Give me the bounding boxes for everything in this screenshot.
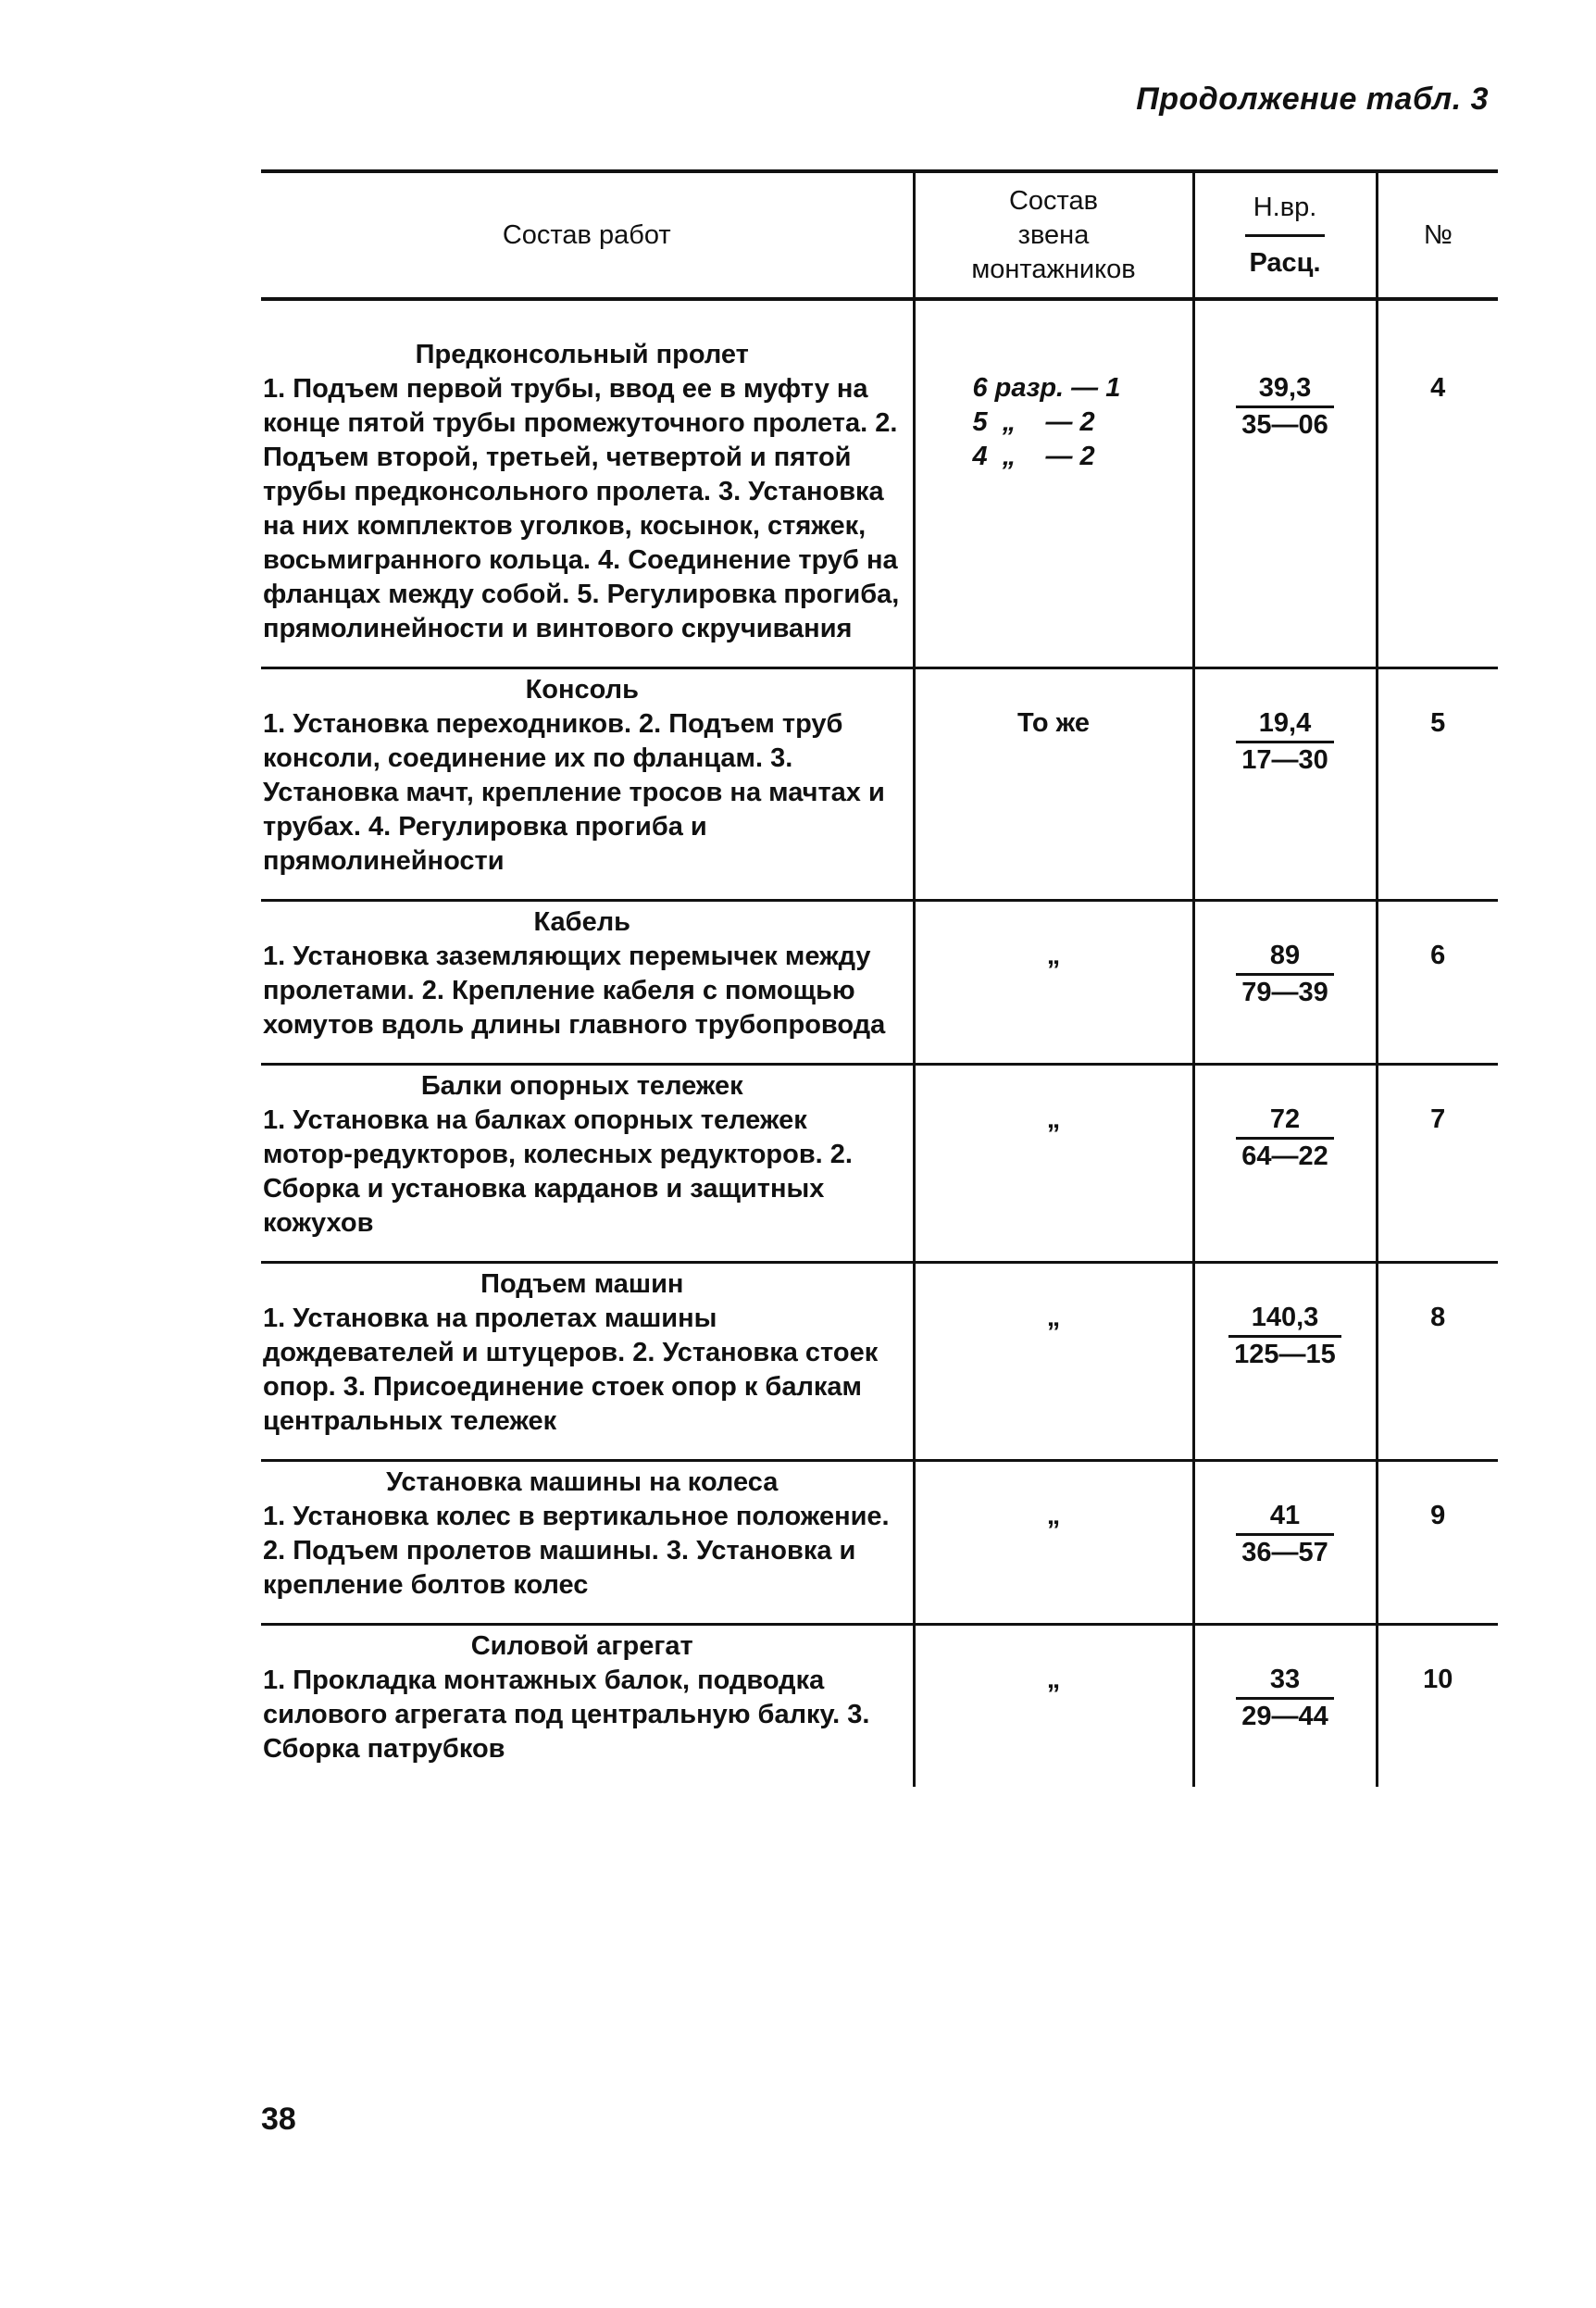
norm-rate: 29—44 bbox=[1236, 1697, 1334, 1734]
table-body bbox=[261, 299, 1498, 1787]
header-norm-fraction bbox=[1245, 191, 1324, 281]
page-number: 38 bbox=[261, 2102, 296, 2137]
table-row bbox=[261, 1625, 1498, 1788]
header-crew-line: Состав bbox=[1008, 185, 1099, 216]
norm-time: 89 bbox=[1269, 941, 1301, 970]
crew-line: То же bbox=[1017, 708, 1090, 738]
norm-time: 41 bbox=[1269, 1501, 1301, 1530]
item-number-cell: 6 bbox=[1377, 901, 1498, 1065]
item-number-cell: 10 bbox=[1377, 1625, 1498, 1788]
norm-fraction bbox=[1236, 1663, 1334, 1734]
crew-line: 5 „ — 2 bbox=[972, 407, 1095, 437]
norm-rate: 79—39 bbox=[1236, 973, 1334, 1010]
section-body: 1. Прокладка монтажных балок, подводка силового агрегата под центральную балку. 3. Сборка патрубков bbox=[263, 1666, 870, 1764]
table-row bbox=[261, 299, 1498, 668]
norm-fraction bbox=[1236, 1103, 1334, 1174]
item-number-cell: 9 bbox=[1377, 1461, 1498, 1625]
item-number-cell: 4 bbox=[1377, 299, 1498, 668]
crew-cell bbox=[914, 901, 1193, 1065]
section-title: Установка машины на колеса bbox=[386, 1467, 779, 1497]
section-body: 1. Установка колес в вертикальное положение. 2. Подъем пролетов машины. 3. Установка и крепление болтов колес bbox=[263, 1502, 890, 1600]
norm-cell bbox=[1193, 1065, 1377, 1263]
section-body: 1. Установка заземляющих перемычек между пролетами. 2. Крепление кабеля с помощью хомутов вдоль длины главного трубопровода bbox=[263, 942, 886, 1040]
table-row bbox=[261, 668, 1498, 901]
table-row bbox=[261, 1461, 1498, 1625]
section-title: Балки опорных тележек bbox=[420, 1071, 743, 1101]
norm-cell bbox=[1193, 668, 1377, 901]
norm-rate: 35—06 bbox=[1236, 405, 1334, 443]
crew-cell bbox=[914, 1065, 1193, 1263]
crew-cell bbox=[914, 668, 1193, 901]
section-title: Консоль bbox=[525, 675, 639, 705]
work-description-cell bbox=[261, 1625, 914, 1788]
header-crew bbox=[914, 171, 1193, 299]
header-norm bbox=[1193, 171, 1377, 299]
section-title: Подъем машин bbox=[480, 1269, 684, 1299]
norm-rate: 17—30 bbox=[1236, 741, 1334, 778]
crew-cell bbox=[914, 1263, 1193, 1461]
crew-cell bbox=[914, 1461, 1193, 1625]
work-description-cell bbox=[261, 299, 914, 668]
header-crew-line: монтажников bbox=[971, 254, 1136, 284]
norm-rate: 36—57 bbox=[1236, 1533, 1334, 1570]
crew-cell bbox=[914, 1625, 1193, 1788]
header-number: № bbox=[1377, 171, 1498, 299]
norm-fraction bbox=[1236, 1499, 1334, 1570]
header-norm-time: Н.вр. bbox=[1253, 192, 1317, 222]
norm-time: 33 bbox=[1269, 1665, 1301, 1694]
header-work: Состав работ bbox=[502, 219, 671, 250]
norm-cell bbox=[1193, 1625, 1377, 1788]
work-description-cell bbox=[261, 1461, 914, 1625]
section-body: 1. Установка переходников. 2. Подъем труб консоли, соединение их по фланцам. 3. Установка мачт, крепление тросов на мачтах и трубах. 4. Регулировка прогиба и прямолинейности bbox=[263, 709, 885, 876]
crew-line: „ bbox=[1046, 941, 1061, 970]
norm-cell bbox=[1193, 1461, 1377, 1625]
norm-cell bbox=[1193, 901, 1377, 1065]
norm-time: 39,3 bbox=[1258, 373, 1312, 403]
section-body: 1. Подъем первой трубы, ввод ее в муфту на конце пятой трубы промежуточного пролета. 2. Подъем второй, третьей, четвертой и пятой трубы предконсольного пролета. 3. Установка на них комплектов уголков, косынок, стяжек, восьмигранного кольца. 4. Соединение труб на фланцах между собой. 5. Регулировка прогиба, прямолинейности и винтового скручивания bbox=[263, 374, 900, 643]
crew-line: „ bbox=[1046, 1501, 1061, 1530]
norm-fraction bbox=[1236, 939, 1334, 1010]
header-norm-rate: Расц. bbox=[1245, 234, 1324, 281]
crew-line: 6 разр. — 1 bbox=[972, 373, 1121, 403]
item-number-cell: 8 bbox=[1377, 1263, 1498, 1461]
table-caption: Продолжение табл. 3 bbox=[1136, 81, 1489, 117]
item-number-cell: 5 bbox=[1377, 668, 1498, 901]
table-row bbox=[261, 1263, 1498, 1461]
norm-cell bbox=[1193, 1263, 1377, 1461]
item-number-cell: 7 bbox=[1377, 1065, 1498, 1263]
section-title: Силовой агрегат bbox=[470, 1631, 693, 1661]
norm-rate: 64—22 bbox=[1236, 1137, 1334, 1174]
section-title: Кабель bbox=[533, 907, 630, 937]
section-body: 1. Установка на балках опорных тележек мотор-редукторов, колесных редукторов. 2. Сборка и установка карданов и защитных кожухов bbox=[263, 1105, 853, 1238]
work-description-cell bbox=[261, 901, 914, 1065]
section-title: Предконсольный пролет bbox=[415, 340, 749, 369]
norm-rate: 125—15 bbox=[1228, 1335, 1341, 1372]
work-description-cell bbox=[261, 1065, 914, 1263]
work-description-cell bbox=[261, 668, 914, 901]
norm-time: 19,4 bbox=[1258, 708, 1312, 738]
crew-line: „ bbox=[1046, 1303, 1061, 1332]
table-header bbox=[261, 171, 1498, 299]
norm-fraction bbox=[1236, 706, 1334, 778]
crew-line: „ bbox=[1046, 1665, 1061, 1694]
header-crew-line: звена bbox=[1017, 219, 1090, 250]
work-norms-table bbox=[261, 169, 1498, 1787]
norm-fraction bbox=[1236, 371, 1334, 443]
norm-time: 140,3 bbox=[1251, 1303, 1319, 1332]
crew-line: „ bbox=[1046, 1104, 1061, 1134]
crew-cell bbox=[914, 299, 1193, 668]
norm-cell bbox=[1193, 299, 1377, 668]
table-row bbox=[261, 901, 1498, 1065]
crew-line: 4 „ — 2 bbox=[972, 442, 1095, 471]
table-row bbox=[261, 1065, 1498, 1263]
section-body: 1. Установка на пролетах машины дождевателей и штуцеров. 2. Установка стоек опор. 3. Присоединение стоек опор к балкам центральных тележек bbox=[263, 1304, 879, 1436]
work-description-cell bbox=[261, 1263, 914, 1461]
norm-time: 72 bbox=[1269, 1104, 1301, 1134]
norm-fraction bbox=[1228, 1301, 1341, 1372]
